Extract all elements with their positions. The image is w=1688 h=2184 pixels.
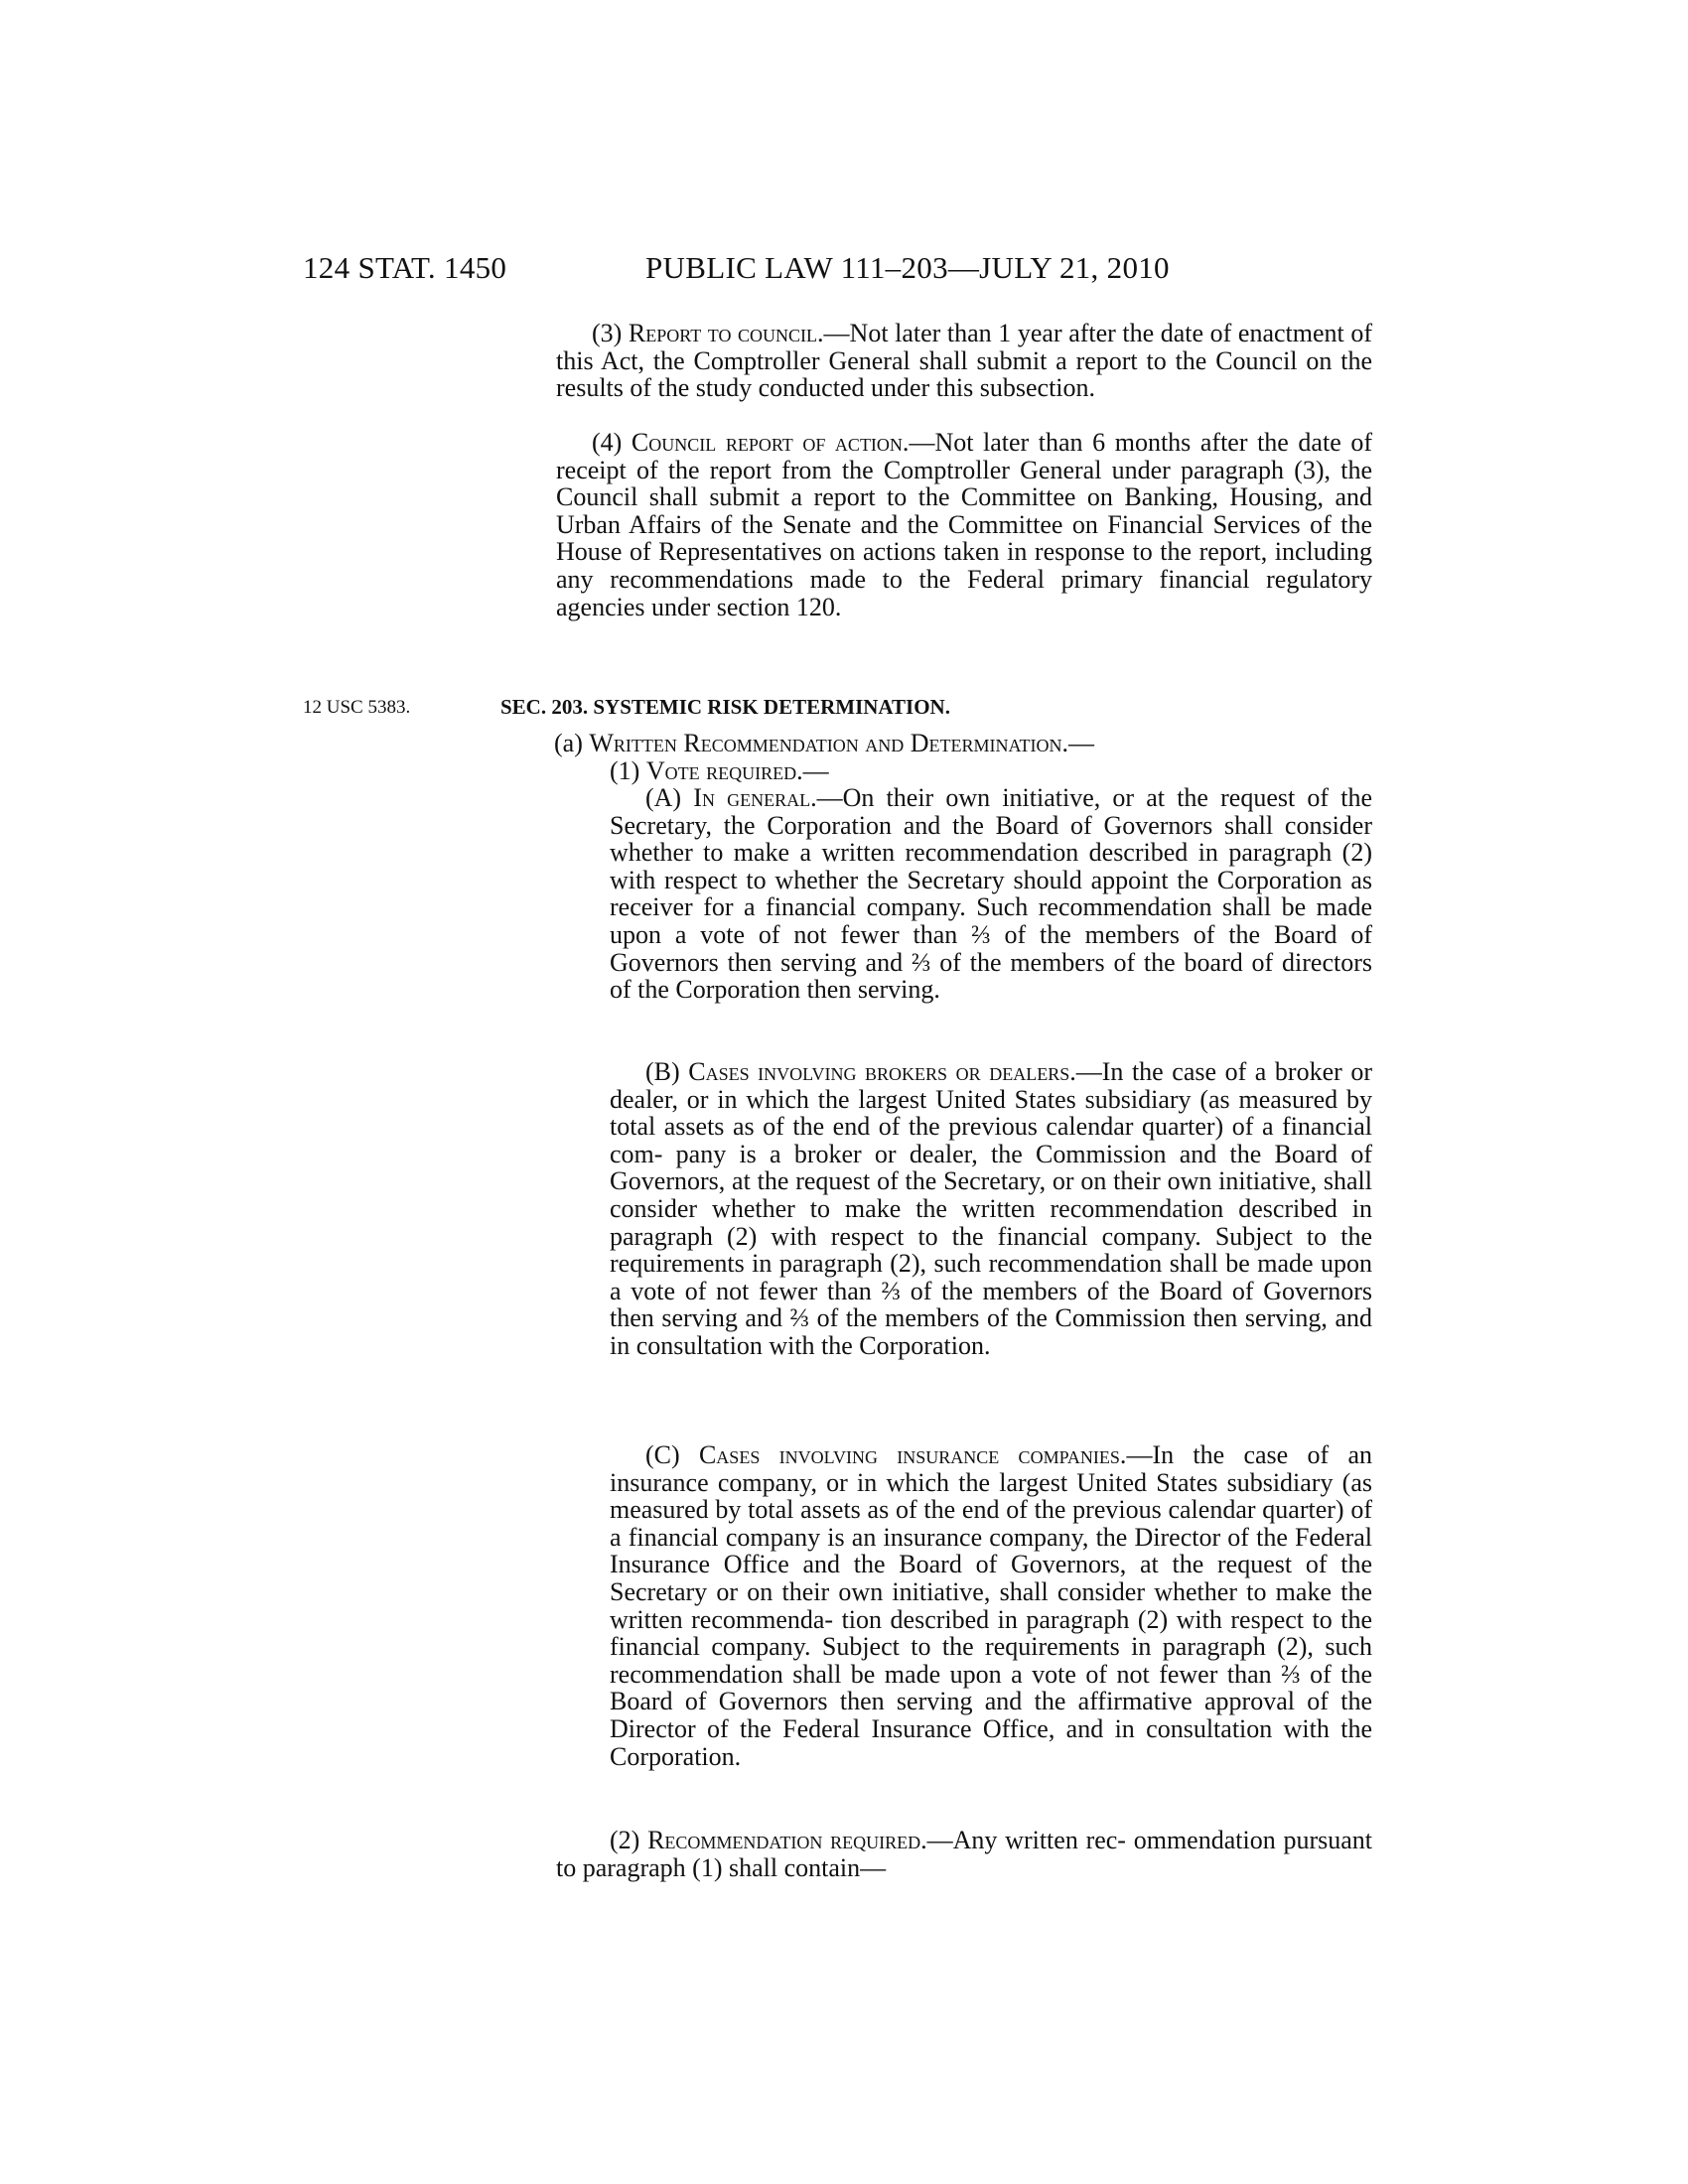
subparagraph-b-text: —In the case of a broker or dealer, or in which the largest United States subsidiary (as measured by total assets as of the end of the previous calendar quarter) of a financial com- pany is a broker or dealer, the Commission and the Board of Governors, at the request of the Secretary, or on their own initiative, shall consider whether to make the written recommendation described in paragraph (2) with respect to the financial company. Subject to the requirements in paragraph (2), such recommendation shall be made upon a vote of not fewer than ⅔ of the members of the Board of Governors then serving and ⅔ of the members of the Commission then serving, and in consultation with the Corporation. (610, 1057, 1372, 1360)
subparagraph-c-heading: Cases involving insurance companies. (698, 1440, 1127, 1469)
subparagraph-b (610, 1058, 1372, 1360)
paragraph-1-dash: — (802, 756, 829, 785)
subsection-a-heading (554, 729, 1094, 758)
paragraph-4 (556, 429, 1372, 620)
margin-note: 12 USC 5383. (303, 697, 411, 718)
page-header-stat: 124 STAT. 1450 (303, 250, 507, 285)
paragraph-4-text: —Not later than 6 months after the date of receipt of the report from the Comptroller General under paragraph (3), the Council shall submit a report to the Committee on Banking, Housing, and Urban Affairs of the Senate and the Committee on Financial Services of the House of Representatives on actions taken in response to the report, including any recommendations made to the Federal primary financial regulatory agencies under section 120. (556, 428, 1372, 621)
subparagraph-a-heading: In general. (693, 783, 817, 812)
paragraph-2-label: (2) (610, 1826, 648, 1854)
paragraph-3 (556, 320, 1372, 402)
paragraph-3-heading: Report to council. (628, 319, 824, 347)
subparagraph-a-text: —On their own initiative, or at the request of the Secretary, the Corporation and the Board of Governors shall consider whether to make a written recommendation described in paragraph (2) with respect to whether the Secretary should appoint the Corporation as receiver for a financial company. Such recommendation shall be made upon a vote of not fewer than ⅔ of the members of the Board of Governors then serving and ⅔ of the members of the board of directors of the Corporation then serving. (610, 783, 1373, 1005)
subparagraph-c-text: —In the case of an insurance company, or in which the largest United States subsidiary (as measured by total assets as of the end of the previous calendar quarter) of a financial company is an insurance company, the Director of the Federal Insurance Office and the Board of Governors, at the request of the Secretary or on their own initiative, shall consider whether to make the written recommenda- tion described in paragraph (2) with respect to the financial company. Subject to the requirements in paragraph (2), such recommendation shall be made upon a vote of not fewer than ⅔ of the Board of Governors then serving and the affirmative approval of the Director of the Federal Insurance Office, and in consultation with the Corporation. (610, 1440, 1372, 1771)
paragraph-4-label: (4) (592, 428, 632, 457)
page-header-law: PUBLIC LAW 111–203—JULY 21, 2010 (645, 250, 1170, 285)
paragraph-1-title: Vote required. (645, 756, 803, 785)
subparagraph-a-label: (A) (645, 783, 694, 812)
subparagraph-c (610, 1441, 1372, 1770)
paragraph-2 (556, 1827, 1372, 1881)
subparagraph-a (610, 784, 1372, 1004)
subsection-a-title: Written Recommendation and Determination. (589, 729, 1068, 757)
subparagraph-b-label: (B) (645, 1057, 689, 1086)
paragraph-2-text: —Any written rec- ommendation pursuant to paragraph (1) shall contain— (556, 1826, 1372, 1882)
subparagraph-c-label: (C) (645, 1440, 699, 1469)
subsection-a-dash: — (1067, 729, 1094, 757)
paragraph-1-label: (1) (610, 756, 646, 785)
paragraph-3-label: (3) (592, 319, 629, 347)
paragraph-1-heading (610, 756, 829, 786)
paragraph-2-heading: Recommendation required. (647, 1826, 927, 1854)
paragraph-3-text: —Not later than 1 year after the date of enactment of this Act, the Comptroller General shall submit a report to the Council on the results of the study conducted under this subsection. (556, 319, 1372, 403)
paragraph-4-heading: Council report of action. (631, 428, 910, 457)
subparagraph-b-heading: Cases involving brokers or dealers. (688, 1057, 1076, 1086)
subsection-a-label: (a) (554, 729, 590, 757)
section-title: SEC. 203. SYSTEMIC RISK DETERMINATION. (500, 695, 950, 719)
